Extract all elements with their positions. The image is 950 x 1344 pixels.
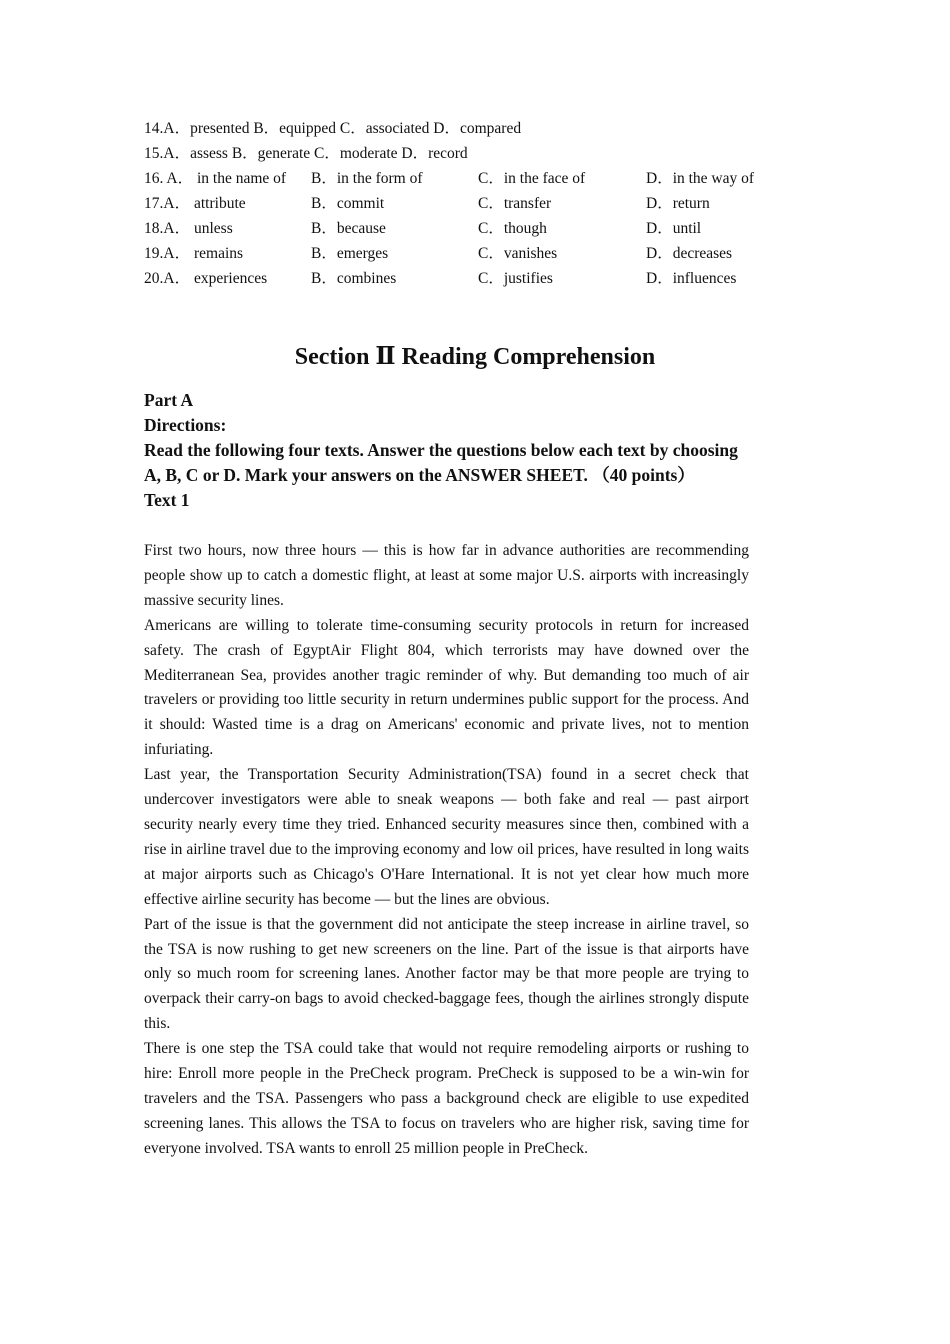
option-d: D．influences	[646, 270, 737, 287]
option-row-16	[144, 166, 824, 191]
paragraph: There is one step the TSA could take that would not require remodeling airports or rushing to hire: Enroll more people in the PreCheck program. PreCheck is supposed to be a win-win for travelers and the TSA. Passengers who pass a background check are eligible to use expedited screening lanes. This allows the TSA to focus on travelers who are higher risk, saving time for everyone involved. TSA wants to enroll 25 million people in PreCheck.	[144, 1040, 749, 1157]
option-row-18	[144, 216, 824, 241]
option-c: C．vanishes	[478, 245, 558, 262]
paragraph: First two hours, now three hours — this is how far in advance authorities are recommending people show up to catch a domestic flight, at least at some major U.S. airports with increasingly massive security lines.	[144, 542, 749, 609]
option-d: D．return	[646, 195, 710, 212]
option-row-14	[144, 116, 824, 141]
option-c: C．transfer	[478, 195, 552, 212]
option-d: D．until	[646, 220, 702, 237]
paragraph: Last year, the Transportation Security Administration(TSA) found in a secret check that undercover investigators were able to sneak weapons — both fake and real — past airport security nearly every time they tried. Enhanced security measures since then, combined with a rise in airline travel due to the improving economy and low oil prices, have resulted in long waits at major airports such as Chicago's O'Hare International. It is not yet clear how much more effective airline security has become — but the lines are obvious.	[144, 766, 749, 908]
option-row-17	[144, 191, 824, 216]
option-b: B．emerges	[311, 245, 389, 262]
option-row-text: 15.A．assess B．generate C．moderate D．record	[144, 145, 468, 162]
option-b: B．because	[311, 220, 386, 237]
directions-line-1: Read the following four texts. Answer the questions below each text by choosing	[144, 440, 738, 460]
option-b: B．commit	[311, 195, 385, 212]
part-a-header	[144, 388, 824, 513]
question-number: 20.A．	[144, 270, 191, 287]
option-a: unless	[194, 220, 233, 237]
option-row-19	[144, 241, 824, 266]
part-label: Part A	[144, 390, 194, 410]
option-c: C．though	[478, 220, 547, 237]
directions-line-2: A, B, C or D. Mark your answers on the ANSWER SHEET. （40 points）	[144, 465, 695, 485]
option-b: B．combines	[311, 270, 397, 287]
directions-label: Directions:	[144, 415, 227, 435]
text-label: Text 1	[144, 490, 190, 510]
text-1-body	[144, 539, 749, 1162]
paragraph: Part of the issue is that the government did not anticipate the steep increase in airline travel, so the TSA is now rushing to get new screeners on the line. Part of the issue is that airports have only so much room for screening lanes. Another factor may be that more people are trying to overpack their carry-on bags to avoid checked-baggage fees, though the airlines strongly dispute this.	[144, 915, 749, 1033]
option-c: C．in the face of	[478, 170, 586, 187]
option-a: remains	[194, 245, 244, 262]
option-a: attribute	[194, 195, 246, 212]
paragraph: Americans are willing to tolerate time-consuming security protocols in return for increased safety. The crash of EgyptAir Flight 804, which terrorists may have downed over the Mediterranean Sea, provides another tragic reminder of why. But demanding too much of air travelers or providing too little security in return undermines public support for the process. And it should: Wasted time is a drag on Americans' economic and private lives, not to mention infuriating.	[144, 616, 749, 759]
section-title: Section Ⅱ Reading Comprehension	[294, 344, 656, 370]
option-row-text: 14.A．presented B．equipped C．associated D．compared	[144, 120, 522, 137]
option-row-20	[144, 266, 824, 291]
question-number: 19.A．	[144, 245, 191, 262]
option-d: D．in the way of	[646, 170, 755, 187]
option-b: B．in the form of	[311, 170, 423, 187]
cloze-options	[144, 116, 824, 291]
option-c: C．justifies	[478, 270, 553, 287]
question-number: 17.A．	[144, 195, 191, 212]
option-row-15	[144, 141, 824, 166]
option-a: in the name of	[197, 170, 287, 187]
option-d: D．decreases	[646, 245, 733, 262]
option-a: experiences	[194, 270, 268, 287]
question-number: 18.A．	[144, 220, 191, 237]
question-number: 16. A．	[144, 170, 194, 187]
